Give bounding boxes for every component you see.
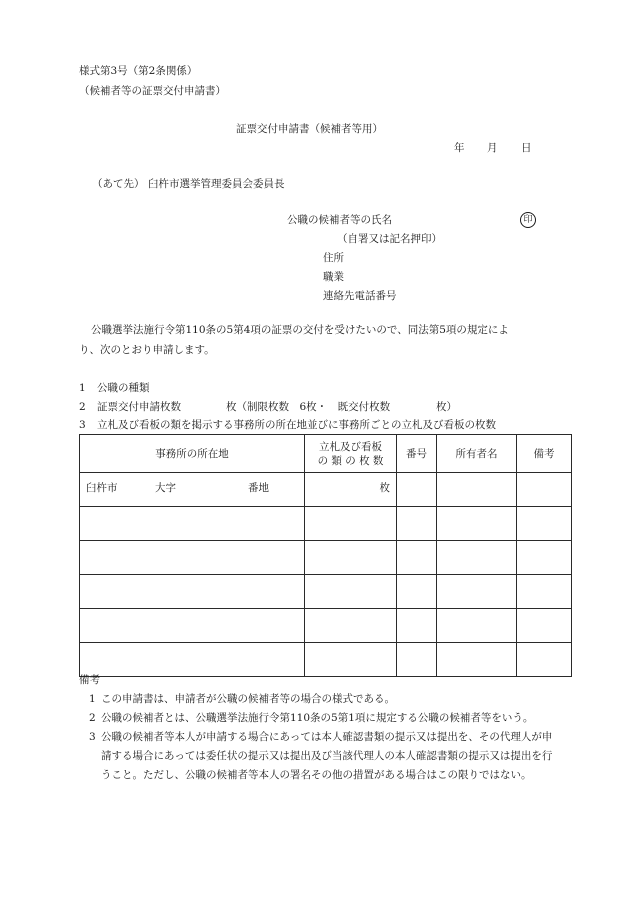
table-row [80, 643, 572, 677]
notes-section [79, 675, 559, 785]
form-number: 様式第3号（第2条関係） [79, 65, 198, 77]
seal-mark-icon: 印 [520, 212, 536, 228]
header-count-line-1: 立札及び看板 [319, 440, 382, 453]
count-cell[interactable] [305, 541, 397, 575]
location-cell[interactable] [80, 541, 305, 575]
remarks-cell[interactable] [517, 541, 572, 575]
number-cell[interactable] [397, 507, 437, 541]
signature-note: （自署又は記名押印） [337, 233, 442, 245]
table-row [80, 507, 572, 541]
header-count [305, 435, 397, 473]
note-item [79, 709, 559, 728]
header-number: 番号 [397, 435, 437, 473]
number-cell[interactable] [397, 473, 437, 507]
document-title: 証票交付申請書（候補者等用） [236, 123, 383, 135]
item-3-text: 立札及び看板の類を掲示する事務所の所在地並びに事務所ごとの立札及び看板の枚数 [97, 419, 496, 431]
note-number: 1 [89, 692, 96, 705]
form-name: （候補者等の証票交付申請書） [79, 85, 226, 97]
note-item [79, 728, 559, 785]
count-cell[interactable] [305, 609, 397, 643]
count-cell[interactable] [305, 507, 397, 541]
body-line-2: り、次のとおり申請します。 [79, 344, 215, 356]
remarks-cell[interactable] [517, 507, 572, 541]
owner-cell[interactable] [437, 643, 517, 677]
count-cell[interactable] [305, 473, 397, 507]
item-1-number: 1 [79, 382, 86, 394]
date-year: 年 [454, 142, 465, 154]
date-day: 日 [521, 142, 532, 154]
count-cell[interactable] [305, 575, 397, 609]
remarks-cell[interactable] [517, 575, 572, 609]
header-remarks: 備考 [517, 435, 572, 473]
body-line-1: 公職選挙法施行令第110条の5第4項の証票の交付を受けたいので、同法第5項の規定によ [91, 324, 509, 336]
owner-cell[interactable] [437, 473, 517, 507]
note-number: 2 [89, 711, 96, 724]
location-cell[interactable] [80, 507, 305, 541]
location-cell[interactable] [80, 575, 305, 609]
table-header-row [80, 435, 572, 473]
item-2-unit-2: 枚） [436, 401, 457, 413]
notes-title: 備考 [79, 674, 100, 686]
note-item [79, 690, 559, 709]
item-3-number: 3 [79, 419, 86, 431]
count-unit: 枚 [379, 482, 390, 494]
number-cell[interactable] [397, 643, 437, 677]
header-owner: 所有者名 [437, 435, 517, 473]
occupation-label: 職業 [323, 271, 344, 283]
date-month: 月 [487, 142, 498, 154]
owner-cell[interactable] [437, 541, 517, 575]
table-row [80, 575, 572, 609]
owner-cell[interactable] [437, 609, 517, 643]
location-cell[interactable] [80, 643, 305, 677]
addressee-name: 臼杵市選挙管理委員会委員長 [148, 178, 285, 190]
number-cell[interactable] [397, 609, 437, 643]
banchi-label: 番地 [248, 482, 269, 494]
number-cell[interactable] [397, 541, 437, 575]
note-text: 公職の候補者とは、公職選挙法施行令第110条の5第1項に規定する公職の候補者等をいう。 [101, 711, 534, 724]
address-label: 住所 [323, 252, 344, 264]
location-cell[interactable] [80, 609, 305, 643]
count-cell[interactable] [305, 643, 397, 677]
item-2-label: 証票交付申請枚数 [97, 401, 181, 413]
addressee-label: （あて先） [92, 178, 145, 190]
body-paragraph [79, 320, 547, 360]
note-text: 公職の候補者等本人が申請する場合にあっては本人確認書類の提示又は提出を、その代理人が申請する場合にあっては委任状の提示又は提出及び当該代理人の本人確認書類の提示又は提出を行うこと。ただし、公職の候補者等本人の署名その他の措置がある場合はこの限りではない。 [101, 730, 553, 781]
table-row [80, 473, 572, 507]
item-2-unit-1: 枚（制限枚数 6枚・ 既交付枚数 [226, 401, 391, 413]
owner-cell[interactable] [437, 507, 517, 541]
location-cell[interactable] [80, 473, 305, 507]
table-row [80, 541, 572, 575]
remarks-cell[interactable] [517, 473, 572, 507]
owner-cell[interactable] [437, 575, 517, 609]
item-1-text: 公職の種類 [97, 382, 150, 394]
table-row [80, 609, 572, 643]
header-count-line-2: の 類 の 枚 数 [317, 454, 384, 467]
phone-label: 連絡先電話番号 [323, 290, 397, 302]
oaza-label: 大字 [155, 482, 176, 494]
header-location: 事務所の所在地 [80, 435, 305, 473]
number-cell[interactable] [397, 575, 437, 609]
office-table [79, 434, 572, 677]
remarks-cell[interactable] [517, 643, 572, 677]
remarks-cell[interactable] [517, 609, 572, 643]
note-number: 3 [89, 730, 96, 743]
note-text: この申請書は、申請者が公職の候補者等の場合の様式である。 [101, 692, 395, 705]
city-label: 臼杵市 [86, 482, 118, 494]
item-2-number: 2 [79, 401, 86, 413]
applicant-name-label: 公職の候補者等の氏名 [287, 214, 392, 226]
